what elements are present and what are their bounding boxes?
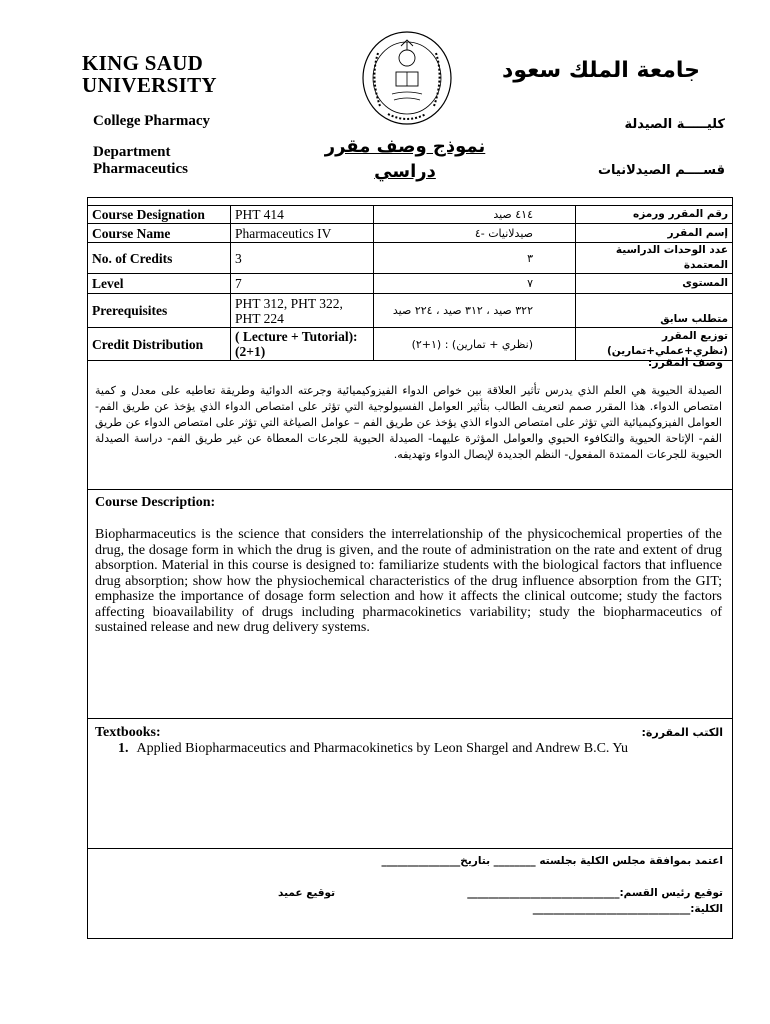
credits-label: No. of Credits	[88, 243, 231, 274]
university-name-en: KING SAUD UNIVERSITY	[82, 51, 217, 97]
course-info-table	[87, 205, 733, 361]
table-row	[88, 243, 733, 274]
level-label: Level	[88, 274, 231, 294]
textbooks-heading-ar: الكتب المقررة:	[641, 726, 723, 739]
course-designation-label-ar: رقم المقرر ورمزه	[576, 206, 733, 224]
course-name-value-ar: صيدلانيات -٤	[374, 224, 576, 243]
prerequisites-value-ar: ٣٢٢ صيد ، ٣١٢ صيد ، ٢٢٤ صيد	[374, 294, 576, 328]
department-name-en: Pharmaceutics	[93, 161, 188, 177]
table-row	[88, 294, 733, 328]
credits-label-ar: عدد الوحدات الدراسية المعتمدة	[576, 243, 733, 274]
course-designation-value: PHT 414	[231, 206, 374, 224]
university-seal-logo	[358, 28, 456, 128]
dept-head-signature-line: توقيع رئيس القسم:_____________________________	[467, 887, 723, 899]
credits-value-ar: ٣	[374, 243, 576, 274]
course-description-heading: Course Description:	[95, 495, 216, 510]
course-designation-label: Course Designation	[88, 206, 231, 224]
form-title-ar-line2: دراسي	[374, 161, 436, 182]
department-label-en: Department	[93, 144, 171, 160]
level-value-ar: ٧	[374, 274, 576, 294]
department-name-ar: قســــم الصيدلانيات	[597, 163, 725, 178]
section-divider	[87, 718, 733, 719]
credit-distribution-label: Credit Distribution	[88, 328, 231, 361]
table-row	[88, 206, 733, 224]
textbook-number: 1.	[118, 741, 129, 756]
course-name-label-ar: إسم المقرر	[576, 224, 733, 243]
textbooks-heading: Textbooks:	[95, 725, 161, 740]
credit-distribution-value-ar: (نظري + تمارين) : (١+٢)	[374, 328, 576, 361]
textbook-item	[118, 741, 628, 757]
prerequisites-value: PHT 312, PHT 322, PHT 224	[231, 294, 374, 328]
course-name-label: Course Name	[88, 224, 231, 243]
college-name-ar: كليـــــة الصيدلة	[624, 117, 725, 132]
textbook-title: Applied Biopharmaceutics and Pharmacokinetics by Leon Shargel and Andrew B.C. Yu	[136, 741, 628, 756]
course-designation-value-ar: ٤١٤ صيد	[374, 206, 576, 224]
level-label-ar: المستوى	[576, 274, 733, 294]
form-title-ar-line1: نموذج وصف مقرر	[324, 136, 486, 157]
prerequisites-label-ar: متطلب سابق	[576, 294, 733, 328]
level-value: 7	[231, 274, 374, 294]
table-row	[88, 274, 733, 294]
table-row	[88, 224, 733, 243]
credits-value: 3	[231, 243, 374, 274]
course-name-value: Pharmaceutics IV	[231, 224, 374, 243]
dean-signature-label: توقيع عميد	[278, 887, 336, 899]
university-name-ar: جامعة الملك سعود	[502, 58, 700, 83]
course-description-text: Biopharmaceutics is the science that considers the interrelationship of the physicochemical properties of the drug, the dosage form in which the drug is given, and the route of administration on the rate and extent of drug absorption. Material in this course is designed to: familiarize students with the biological factors that influence drug absorption; show how the physiochemical characteristics of the drug influence absorption from the GIT; emphasize the importance of dosage form selection and how it affects the clinical outcome; study the factors affecting bioavailability of drugs including pharmacokinetics variability; study the biopharmaceutics of sustained release and new drug delivery systems.	[95, 527, 722, 635]
table-row	[88, 328, 733, 361]
section-divider	[87, 489, 733, 490]
section-divider	[87, 848, 733, 849]
council-approval-line: اعتمد بموافقة مجلس الكلية بجلسته ________ بتاريخ_______________	[381, 855, 723, 867]
college-line: الكلية:______________________________	[532, 903, 723, 915]
credit-distribution-label-ar: توزيع المقرر (نظري+عملي+تمارين)	[576, 328, 733, 361]
college-name-en: College Pharmacy	[93, 113, 211, 129]
prerequisites-label: Prerequisites	[88, 294, 231, 328]
description-ar-text: الصيدلة الحيوية هي العلم الذي يدرس تأثير العلاقة بين خواص الدواء الفيزوكيميائية وجرعته الدوائية وطريقة تعاطيه على معدل و كمية امتصاص الدواء. هذا المقرر صمم لتعريف الطالب بتأثير العوامل الفسيولوجية التي تؤثر على امتصاص الدواء الذي يؤخذ عن طريق الفم- العوامل الفيزوكيميائية التي تؤثر على امتصاص الدواء الذي يؤخذ عن طريق الفم – عوامل الصياغة التي تؤثر على امتصاص الدواء عن طريق الفم- الإتاحة الحيوية والتكافوء الحيوي والعوامل المؤثرة عليهما- الصيدلة الحيوية للجرعات المعطاة عن غير طريق الفم- دراسة الصيدلة الحيوية للجرعات الممتدة المفعول- النظم الجديدة لإيصال الدواء وتهديفه.	[95, 384, 722, 461]
credit-distribution-value: ( Lecture + Tutorial): (2+1)	[231, 328, 374, 361]
description-ar-label: وصف المقرر:	[647, 356, 723, 369]
